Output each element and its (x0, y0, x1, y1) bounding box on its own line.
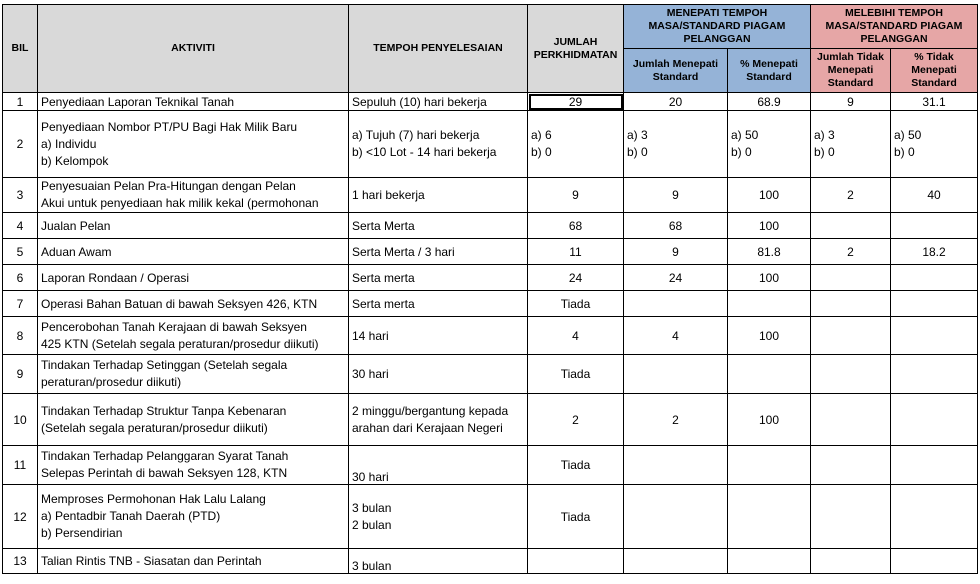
cell-bil[interactable]: 9 (3, 355, 38, 394)
header-bil: BIL (3, 5, 38, 93)
table-row (3, 265, 978, 291)
cell-tidak[interactable] (811, 213, 891, 239)
cell-menepati[interactable]: 4 (624, 317, 728, 355)
header-pct-tidak: % Tidak Menepati Standard (891, 49, 978, 93)
cell-aktiviti[interactable]: Tindakan Terhadap Struktur Tanpa Kebenaran (Setelah segala peraturan/prosedur diikuti) (38, 394, 349, 446)
cell-pct-tidak[interactable]: 40 (891, 178, 978, 213)
cell-tidak[interactable]: 2 (811, 239, 891, 265)
header-tempoh: TEMPOH PENYELESAIAN (349, 5, 528, 93)
cell-pct-menepati[interactable] (728, 485, 811, 549)
cell-menepati[interactable]: 20 (624, 93, 728, 111)
service-performance-table (2, 4, 978, 574)
cell-jumlah[interactable]: Tiada (528, 291, 624, 317)
cell-aktiviti[interactable]: Penyediaan Nombor PT/PU Bagi Hak Milik Baru a) Individu b) Kelompok (38, 111, 349, 178)
cell-tempoh[interactable]: Serta Merta (349, 213, 528, 239)
cell-jumlah[interactable]: 2 (528, 394, 624, 446)
cell-aktiviti[interactable]: Memproses Permohonan Hak Lalu Lalang a) Pentadbir Tanah Daerah (PTD) b) Persendirian (38, 485, 349, 549)
cell-aktiviti[interactable]: Tindakan Terhadap Setinggan (Setelah segala peraturan/prosedur diikuti) (38, 355, 349, 394)
table-row (3, 291, 978, 317)
cell-pct-menepati[interactable]: 100 (728, 213, 811, 239)
cell-aktiviti[interactable]: Laporan Rondaan / Operasi (38, 265, 349, 291)
header-pct-menepati: % Menepati Standard (728, 49, 811, 93)
cell-pct-tidak[interactable] (891, 317, 978, 355)
cell-pct-menepati[interactable]: 81.8 (728, 239, 811, 265)
cell-bil[interactable]: 10 (3, 394, 38, 446)
cell-jumlah[interactable]: 9 (528, 178, 624, 213)
cell-bil[interactable]: 1 (3, 93, 38, 111)
cell-tidak[interactable] (811, 355, 891, 394)
header-jumlah: JUMLAH PERKHIDMATAN (528, 5, 624, 93)
cell-bil[interactable]: 7 (3, 291, 38, 317)
cell-tempoh[interactable]: Sepuluh (10) hari bekerja (349, 93, 528, 111)
cell-menepati[interactable] (624, 485, 728, 549)
cell-bil[interactable]: 6 (3, 265, 38, 291)
cell-tempoh[interactable]: 30 hari (349, 446, 528, 485)
cell-jumlah[interactable]: 68 (528, 213, 624, 239)
cell-pct-tidak[interactable] (891, 291, 978, 317)
table-row (3, 93, 978, 111)
table-row (3, 549, 978, 574)
header-menepati-group: MENEPATI TEMPOH MASA/STANDARD PIAGAM PELANGGAN (624, 5, 811, 49)
cell-tidak[interactable] (811, 317, 891, 355)
cell-pct-tidak[interactable]: a) 50 b) 0 (891, 111, 978, 178)
cell-aktiviti[interactable]: Penyediaan Laporan Teknikal Tanah (38, 93, 349, 111)
cell-aktiviti[interactable]: Talian Rintis TNB - Siasatan dan Perintah (38, 549, 349, 574)
table-row (3, 355, 978, 394)
cell-pct-tidak[interactable] (891, 446, 978, 485)
cell-pct-tidak[interactable] (891, 394, 978, 446)
cell-tempoh[interactable]: 1 hari bekerja (349, 178, 528, 213)
cell-pct-tidak[interactable]: 31.1 (891, 93, 978, 111)
table-row (3, 446, 978, 485)
cell-tidak[interactable] (811, 394, 891, 446)
cell-tempoh[interactable]: 3 bulan (349, 549, 528, 574)
cell-tidak[interactable] (811, 446, 891, 485)
cell-jumlah[interactable]: Tiada (528, 446, 624, 485)
cell-tempoh[interactable]: Serta merta (349, 265, 528, 291)
cell-menepati[interactable]: 68 (624, 213, 728, 239)
cell-tempoh[interactable]: 14 hari (349, 317, 528, 355)
cell-pct-menepati[interactable] (728, 446, 811, 485)
header-jumlah-tidak: Jumlah Tidak Menepati Standard (811, 49, 891, 93)
cell-tidak[interactable] (811, 265, 891, 291)
cell-pct-menepati[interactable] (728, 355, 811, 394)
cell-pct-tidak[interactable] (891, 485, 978, 549)
cell-bil[interactable]: 8 (3, 317, 38, 355)
cell-jumlah[interactable]: Tiada (528, 485, 624, 549)
cell-tempoh[interactable]: 2 minggu/bergantung kepada arahan dari Kerajaan Negeri (349, 394, 528, 446)
header-jumlah-menepati: Jumlah Menepati Standard (624, 49, 728, 93)
cell-tempoh[interactable]: Serta Merta / 3 hari (349, 239, 528, 265)
cell-menepati[interactable]: 24 (624, 265, 728, 291)
cell-menepati[interactable]: 2 (624, 394, 728, 446)
cell-bil[interactable]: 5 (3, 239, 38, 265)
table-row (3, 213, 978, 239)
cell-tempoh[interactable]: 30 hari (349, 355, 528, 394)
cell-tidak[interactable]: a) 3 b) 0 (811, 111, 891, 178)
cell-pct-menepati[interactable]: 100 (728, 265, 811, 291)
cell-pct-tidak[interactable] (891, 265, 978, 291)
cell-aktiviti[interactable]: Jualan Pelan (38, 213, 349, 239)
cell-pct-menepati[interactable]: 68.9 (728, 93, 811, 111)
cell-pct-menepati[interactable]: 100 (728, 394, 811, 446)
cell-jumlah[interactable] (528, 549, 624, 574)
cell-jumlah[interactable]: Tiada (528, 355, 624, 394)
cell-jumlah[interactable]: 29 (528, 93, 624, 111)
cell-tidak[interactable] (811, 485, 891, 549)
cell-menepati[interactable] (624, 446, 728, 485)
cell-menepati[interactable]: 9 (624, 178, 728, 213)
cell-tempoh[interactable]: 3 bulan 2 bulan (349, 485, 528, 549)
cell-tempoh[interactable]: Serta merta (349, 291, 528, 317)
cell-menepati[interactable] (624, 355, 728, 394)
cell-bil[interactable]: 3 (3, 178, 38, 213)
cell-pct-menepati[interactable] (728, 291, 811, 317)
cell-tidak[interactable] (811, 549, 891, 574)
cell-jumlah[interactable]: 24 (528, 265, 624, 291)
table-row (3, 178, 978, 213)
header-aktiviti: AKTIVITI (38, 5, 349, 93)
cell-bil[interactable]: 12 (3, 485, 38, 549)
cell-pct-tidak[interactable] (891, 549, 978, 574)
cell-aktiviti[interactable]: Aduan Awam (38, 239, 349, 265)
cell-pct-tidak[interactable] (891, 213, 978, 239)
header-melebihi-group: MELEBIHI TEMPOH MASA/STANDARD PIAGAM PELANGGAN (811, 5, 978, 49)
cell-pct-menepati[interactable] (728, 549, 811, 574)
cell-aktiviti[interactable]: Tindakan Terhadap Pelanggaran Syarat Tanah Selepas Perintah di bawah Seksyen 128, KTN (38, 446, 349, 485)
table-row (3, 394, 978, 446)
cell-pct-tidak[interactable] (891, 355, 978, 394)
cell-aktiviti[interactable]: Pencerobohan Tanah Kerajaan di bawah Seksyen 425 KTN (Setelah segala peraturan/prosedur diikuti) (38, 317, 349, 355)
table-row (3, 485, 978, 549)
cell-jumlah[interactable]: 4 (528, 317, 624, 355)
table-row (3, 111, 978, 178)
cell-bil[interactable]: 2 (3, 111, 38, 178)
cell-pct-menepati[interactable]: 100 (728, 178, 811, 213)
cell-menepati[interactable]: 9 (624, 239, 728, 265)
cell-pct-menepati[interactable]: a) 50 b) 0 (728, 111, 811, 178)
cell-pct-tidak[interactable]: 18.2 (891, 239, 978, 265)
cell-menepati[interactable]: a) 3 b) 0 (624, 111, 728, 178)
cell-bil[interactable]: 13 (3, 549, 38, 574)
cell-tempoh[interactable]: a) Tujuh (7) hari bekerja b) <10 Lot - 14 hari bekerja (349, 111, 528, 178)
cell-jumlah[interactable]: a) 6 b) 0 (528, 111, 624, 178)
cell-tidak[interactable] (811, 291, 891, 317)
table-row (3, 317, 978, 355)
table-row (3, 239, 978, 265)
cell-tidak[interactable]: 9 (811, 93, 891, 111)
cell-tidak[interactable]: 2 (811, 178, 891, 213)
cell-jumlah[interactable]: 11 (528, 239, 624, 265)
cell-aktiviti[interactable]: Penyesuaian Pelan Pra-Hitungan dengan Pelan Akui untuk penyediaan hak milik kekal (permohonan (38, 178, 349, 213)
cell-pct-menepati[interactable]: 100 (728, 317, 811, 355)
cell-bil[interactable]: 4 (3, 213, 38, 239)
cell-bil[interactable]: 11 (3, 446, 38, 485)
cell-aktiviti[interactable]: Operasi Bahan Batuan di bawah Seksyen 426, KTN (38, 291, 349, 317)
cell-menepati[interactable] (624, 291, 728, 317)
cell-menepati[interactable] (624, 549, 728, 574)
